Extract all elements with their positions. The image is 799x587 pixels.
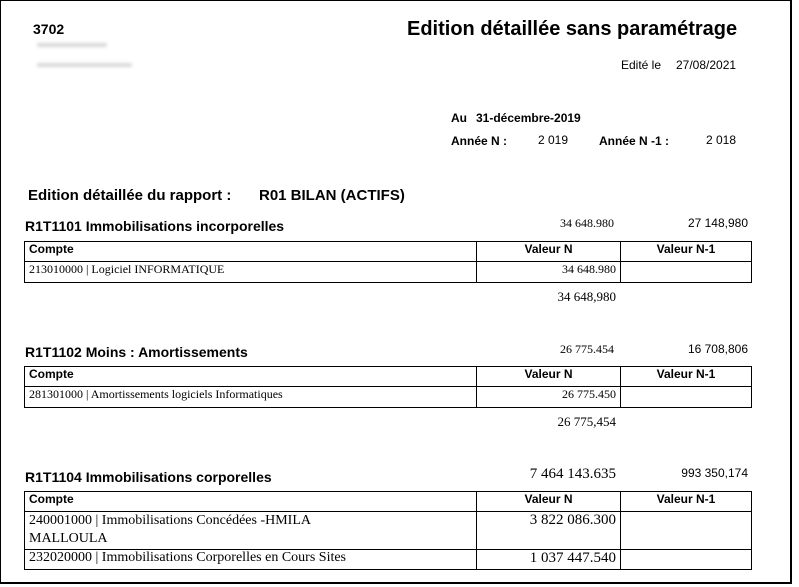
col-valeur-n1-header: Valeur N-1 [621, 367, 752, 387]
annee-n1-value: 2 018 [706, 133, 737, 147]
report-label: Edition détaillée du rapport : [28, 187, 232, 204]
section-total-n: 26 775.454 [560, 342, 614, 356]
col-valeur-n-header: Valeur N [477, 492, 621, 512]
section-table [24, 366, 752, 408]
edited-date: 27/08/2021 [676, 58, 737, 72]
row-valeur-n: 3 822 086.300 [477, 512, 621, 550]
section-subtotal: 34 648,980 [557, 289, 616, 304]
section-table [24, 241, 752, 283]
row-compte: 213010000 | Logiciel INFORMATIQUE [25, 262, 477, 283]
edited-label: Edité le [621, 58, 662, 72]
col-valeur-n1-header: Valeur N-1 [621, 492, 752, 512]
annee-n-label: Année N : [451, 134, 508, 148]
section-title: R1T1102 Moins : Amortissements [25, 344, 248, 360]
table-row [25, 512, 752, 550]
section-table [24, 491, 752, 570]
row-valeur-n1 [621, 262, 752, 283]
section-total-n1: 16 708,806 [687, 342, 748, 356]
table-row [25, 387, 752, 408]
col-compte-header: Compte [25, 492, 477, 512]
annee-n-value: 2 019 [538, 133, 569, 147]
row-valeur-n1 [621, 550, 752, 570]
col-valeur-n1-header: Valeur N-1 [621, 242, 752, 262]
row-compte: 232020000 | Immobilisations Corporelles en Cours Sites [25, 550, 477, 570]
section-total-n1: 993 350,174 [681, 466, 748, 480]
table-row [25, 262, 752, 283]
row-valeur-n1 [621, 387, 752, 408]
section-title: R1T1101 Immobilisations incorporelles [25, 218, 285, 234]
report-title: Edition détaillée sans paramétrage [407, 18, 738, 40]
table-row [25, 550, 752, 570]
section-total-n1: 27 148,980 [687, 216, 748, 230]
row-compte: 240001000 | Immobilisations Concédées -HMILA MALLOULA [25, 512, 477, 550]
row-compte: 281301000 | Amortissements logiciels Informatiques [25, 387, 477, 408]
section-subtotal: 26 775,454 [557, 414, 616, 429]
au-date: 31-décembre-2019 [476, 111, 581, 125]
au-label: Au [451, 111, 467, 125]
col-valeur-n-header: Valeur N [477, 367, 621, 387]
report-name: R01 BILAN (ACTIFS) [259, 187, 405, 204]
annee-n1-label: Année N -1 : [599, 134, 670, 148]
row-valeur-n: 26 775.450 [477, 387, 621, 408]
section-total-n: 34 648.980 [560, 216, 614, 230]
col-valeur-n-header: Valeur N [477, 242, 621, 262]
col-compte-header: Compte [25, 367, 477, 387]
section-total-n: 7 464 143.635 [529, 466, 616, 482]
row-valeur-n: 34 648.980 [477, 262, 621, 283]
col-compte-header: Compte [25, 242, 477, 262]
row-valeur-n: 1 037 447.540 [477, 550, 621, 570]
row-valeur-n1 [621, 512, 752, 550]
section-title: R1T1104 Immobilisations corporelles [25, 469, 272, 485]
redacted-text [37, 63, 132, 67]
redacted-text [37, 43, 107, 47]
report-code: 3702 [33, 21, 65, 37]
